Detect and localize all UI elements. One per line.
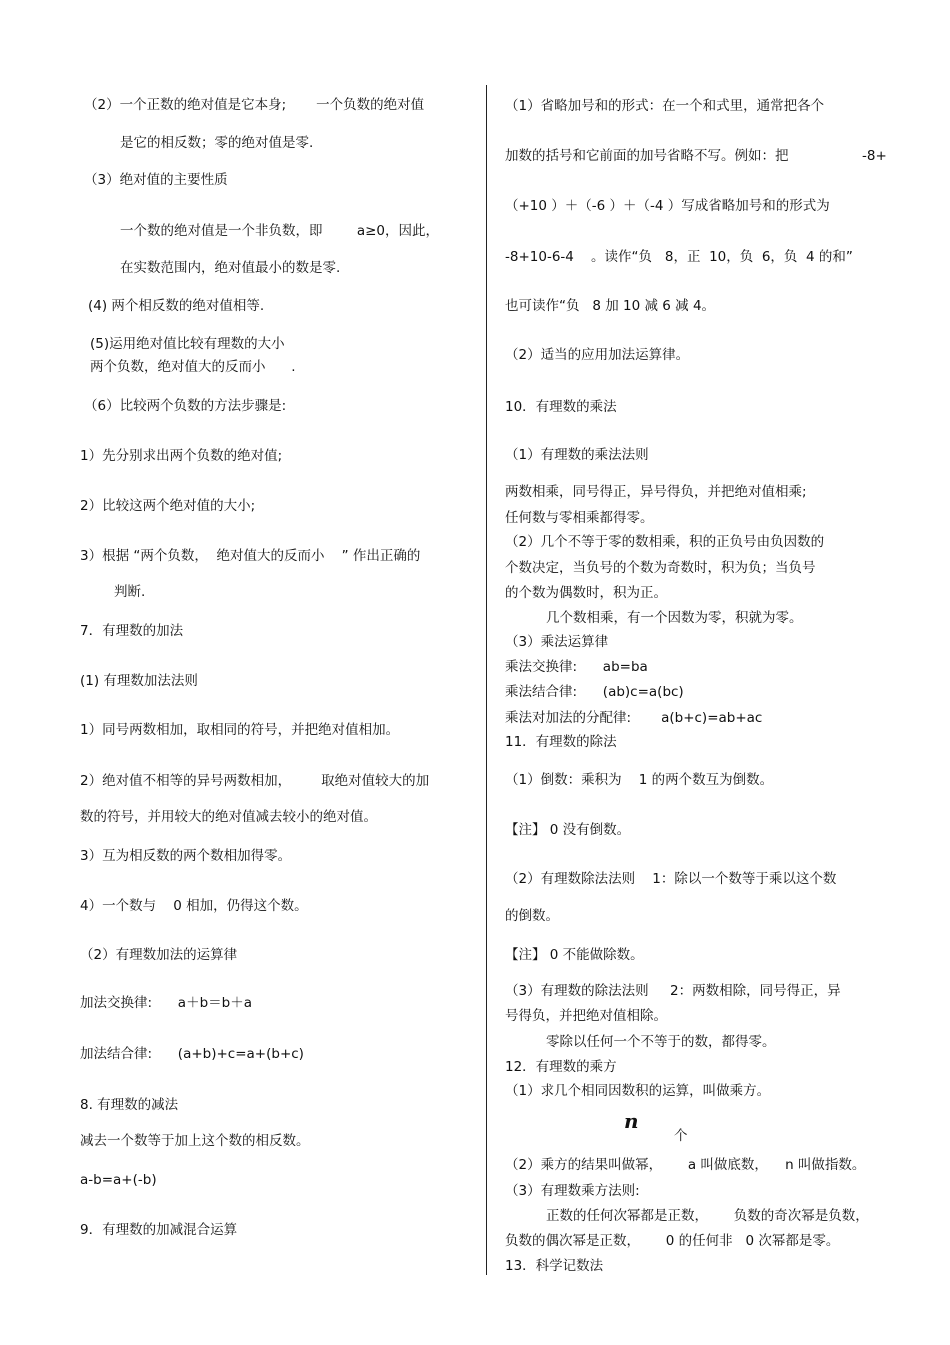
text-line: 任何数与零相乘都得零。 — [505, 510, 654, 526]
list-item: 2）比较这两个绝对值的大小; — [80, 498, 256, 514]
section-heading: 11．有理数的除法 — [505, 734, 617, 750]
text-line: （1）求几个相同因数积的运算，叫做乘方。 — [505, 1083, 771, 1099]
text-line: （3）有理数的除法法则 2：两数相除，同号得正，异 — [505, 983, 841, 999]
list-item: 3）互为相反数的两个数相加得零。 — [80, 848, 292, 864]
formula-line: 乘法交换律: ab=ba — [505, 659, 648, 675]
text-line: 是它的相反数；零的绝对值是零. — [120, 135, 314, 151]
text-line: 个 — [674, 1128, 688, 1144]
text-line: （2）乘方的结果叫做幂， a 叫做底数， n 叫做指数。 — [505, 1157, 866, 1173]
section-heading: （2）有理数加法的运算律 — [80, 947, 238, 963]
section-heading: （3）有理数乘方法则: — [505, 1183, 640, 1199]
list-item: 3）根据 “两个负数， 绝对值大的反而小 ” 作出正确的 — [80, 548, 421, 564]
text-line: 的个数为偶数时，积为正。 — [505, 585, 667, 601]
text-line: -8+10-6-4 。读作“负 8，正 10，负 6，负 4 的和” — [505, 249, 853, 265]
section-heading: (1) 有理数加法法则 — [80, 673, 198, 689]
section-heading: （3）乘法运算律 — [505, 634, 609, 650]
section-heading: （1）有理数的乘法法则 — [505, 447, 649, 463]
list-item: 1）同号两数相加，取相同的符号，并把绝对值相加。 — [80, 722, 400, 738]
text-line: -8+ — [862, 148, 887, 164]
text-line: （1）倒数：乘积为 1 的两个数互为倒数。 — [505, 772, 774, 788]
section-heading: 7．有理数的加法 — [80, 623, 184, 639]
formula-line: a-b=a+(-b) — [80, 1172, 157, 1188]
text-line: 个数决定，当负号的个数为奇数时，积为负；当负号 — [505, 560, 816, 576]
section-heading: 8. 有理数的减法 — [80, 1097, 179, 1113]
text-line: （2）适当的应用加法运算律。 — [505, 347, 690, 363]
formula-line: 乘法对加法的分配律: a(b+c)=ab+ac — [505, 710, 763, 726]
text-line: 加数的括号和它前面的加号省略不写。例如：把 — [505, 148, 789, 164]
text-line: 两个负数，绝对值大的反而小 . — [90, 359, 296, 375]
list-item: 1）先分别求出两个负数的绝对值; — [80, 448, 283, 464]
list-item: 4）一个数与 0 相加，仍得这个数。 — [80, 898, 308, 914]
text-line: （2）有理数除法法则 1：除以一个数等于乘以这个数 — [505, 871, 837, 887]
section-heading: 10．有理数的乘法 — [505, 399, 617, 415]
note-line: 【注】 0 没有倒数。 — [505, 822, 631, 838]
column-divider — [486, 85, 487, 1275]
section-heading: 13．科学记数法 — [505, 1258, 604, 1274]
formula-line: 加法结合律: (a+b)+c=a+(b+c) — [80, 1046, 304, 1062]
text-line: （2）一个正数的绝对值是它本身; 一个负数的绝对值 — [84, 97, 425, 113]
list-item: 判断. — [114, 584, 146, 600]
text-line: 在实数范围内，绝对值最小的数是零. — [120, 260, 341, 276]
text-line: (5)运用绝对值比较有理数的大小 — [90, 336, 285, 352]
list-item: 数的符号，并用较大的绝对值减去较小的绝对值。 — [80, 809, 377, 825]
text-line: 两数相乘，同号得正，异号得负，并把绝对值相乘; — [505, 484, 807, 500]
text-line: 正数的任何次幂都是正数， 负数的奇次幂是负数， — [546, 1208, 869, 1224]
section-heading: （6）比较两个负数的方法步骤是: — [84, 398, 287, 414]
text-line: 号得负，并把绝对值相除。 — [505, 1008, 667, 1024]
text-line: （2）几个不等于零的数相乘，积的正负号由负因数的 — [505, 534, 825, 550]
section-heading: 9．有理数的加减混合运算 — [80, 1222, 238, 1238]
text-line: 的倒数。 — [505, 908, 559, 924]
section-heading: （3）绝对值的主要性质 — [84, 172, 228, 188]
exponent-n-symbol: n — [624, 1109, 639, 1133]
note-line: 【注】 0 不能做除数。 — [505, 947, 644, 963]
text-line: 零除以任何一个不等于的数，都得零。 — [546, 1034, 776, 1050]
text-line: （+10 ）＋（-6 ）＋（-4 ）写成省略加号和的形式为 — [505, 198, 830, 214]
section-heading: 12．有理数的乘方 — [505, 1059, 617, 1075]
text-line: 也可读作“负 8 加 10 减 6 减 4。 — [505, 298, 716, 314]
text-line: 减去一个数等于加上这个数的相反数。 — [80, 1133, 310, 1149]
text-line: 一个数的绝对值是一个非负数，即 a≥0，因此， — [120, 223, 440, 239]
text-line: （1）省略加号和的形式：在一个和式里，通常把各个 — [505, 98, 825, 114]
text-line: 几个数相乘，有一个因数为零，积就为零。 — [546, 610, 803, 626]
formula-line: 乘法结合律: (ab)c=a(bc) — [505, 684, 684, 700]
formula-line: 加法交换律: a＋b＝b＋a — [80, 995, 252, 1011]
text-line: 负数的偶次幂是正数， 0 的任何非 0 次幂都是零。 — [505, 1233, 840, 1249]
text-line: (4) 两个相反数的绝对值相等. — [88, 298, 265, 314]
list-item: 2）绝对值不相等的异号两数相加， 取绝对值较大的加 — [80, 773, 430, 789]
